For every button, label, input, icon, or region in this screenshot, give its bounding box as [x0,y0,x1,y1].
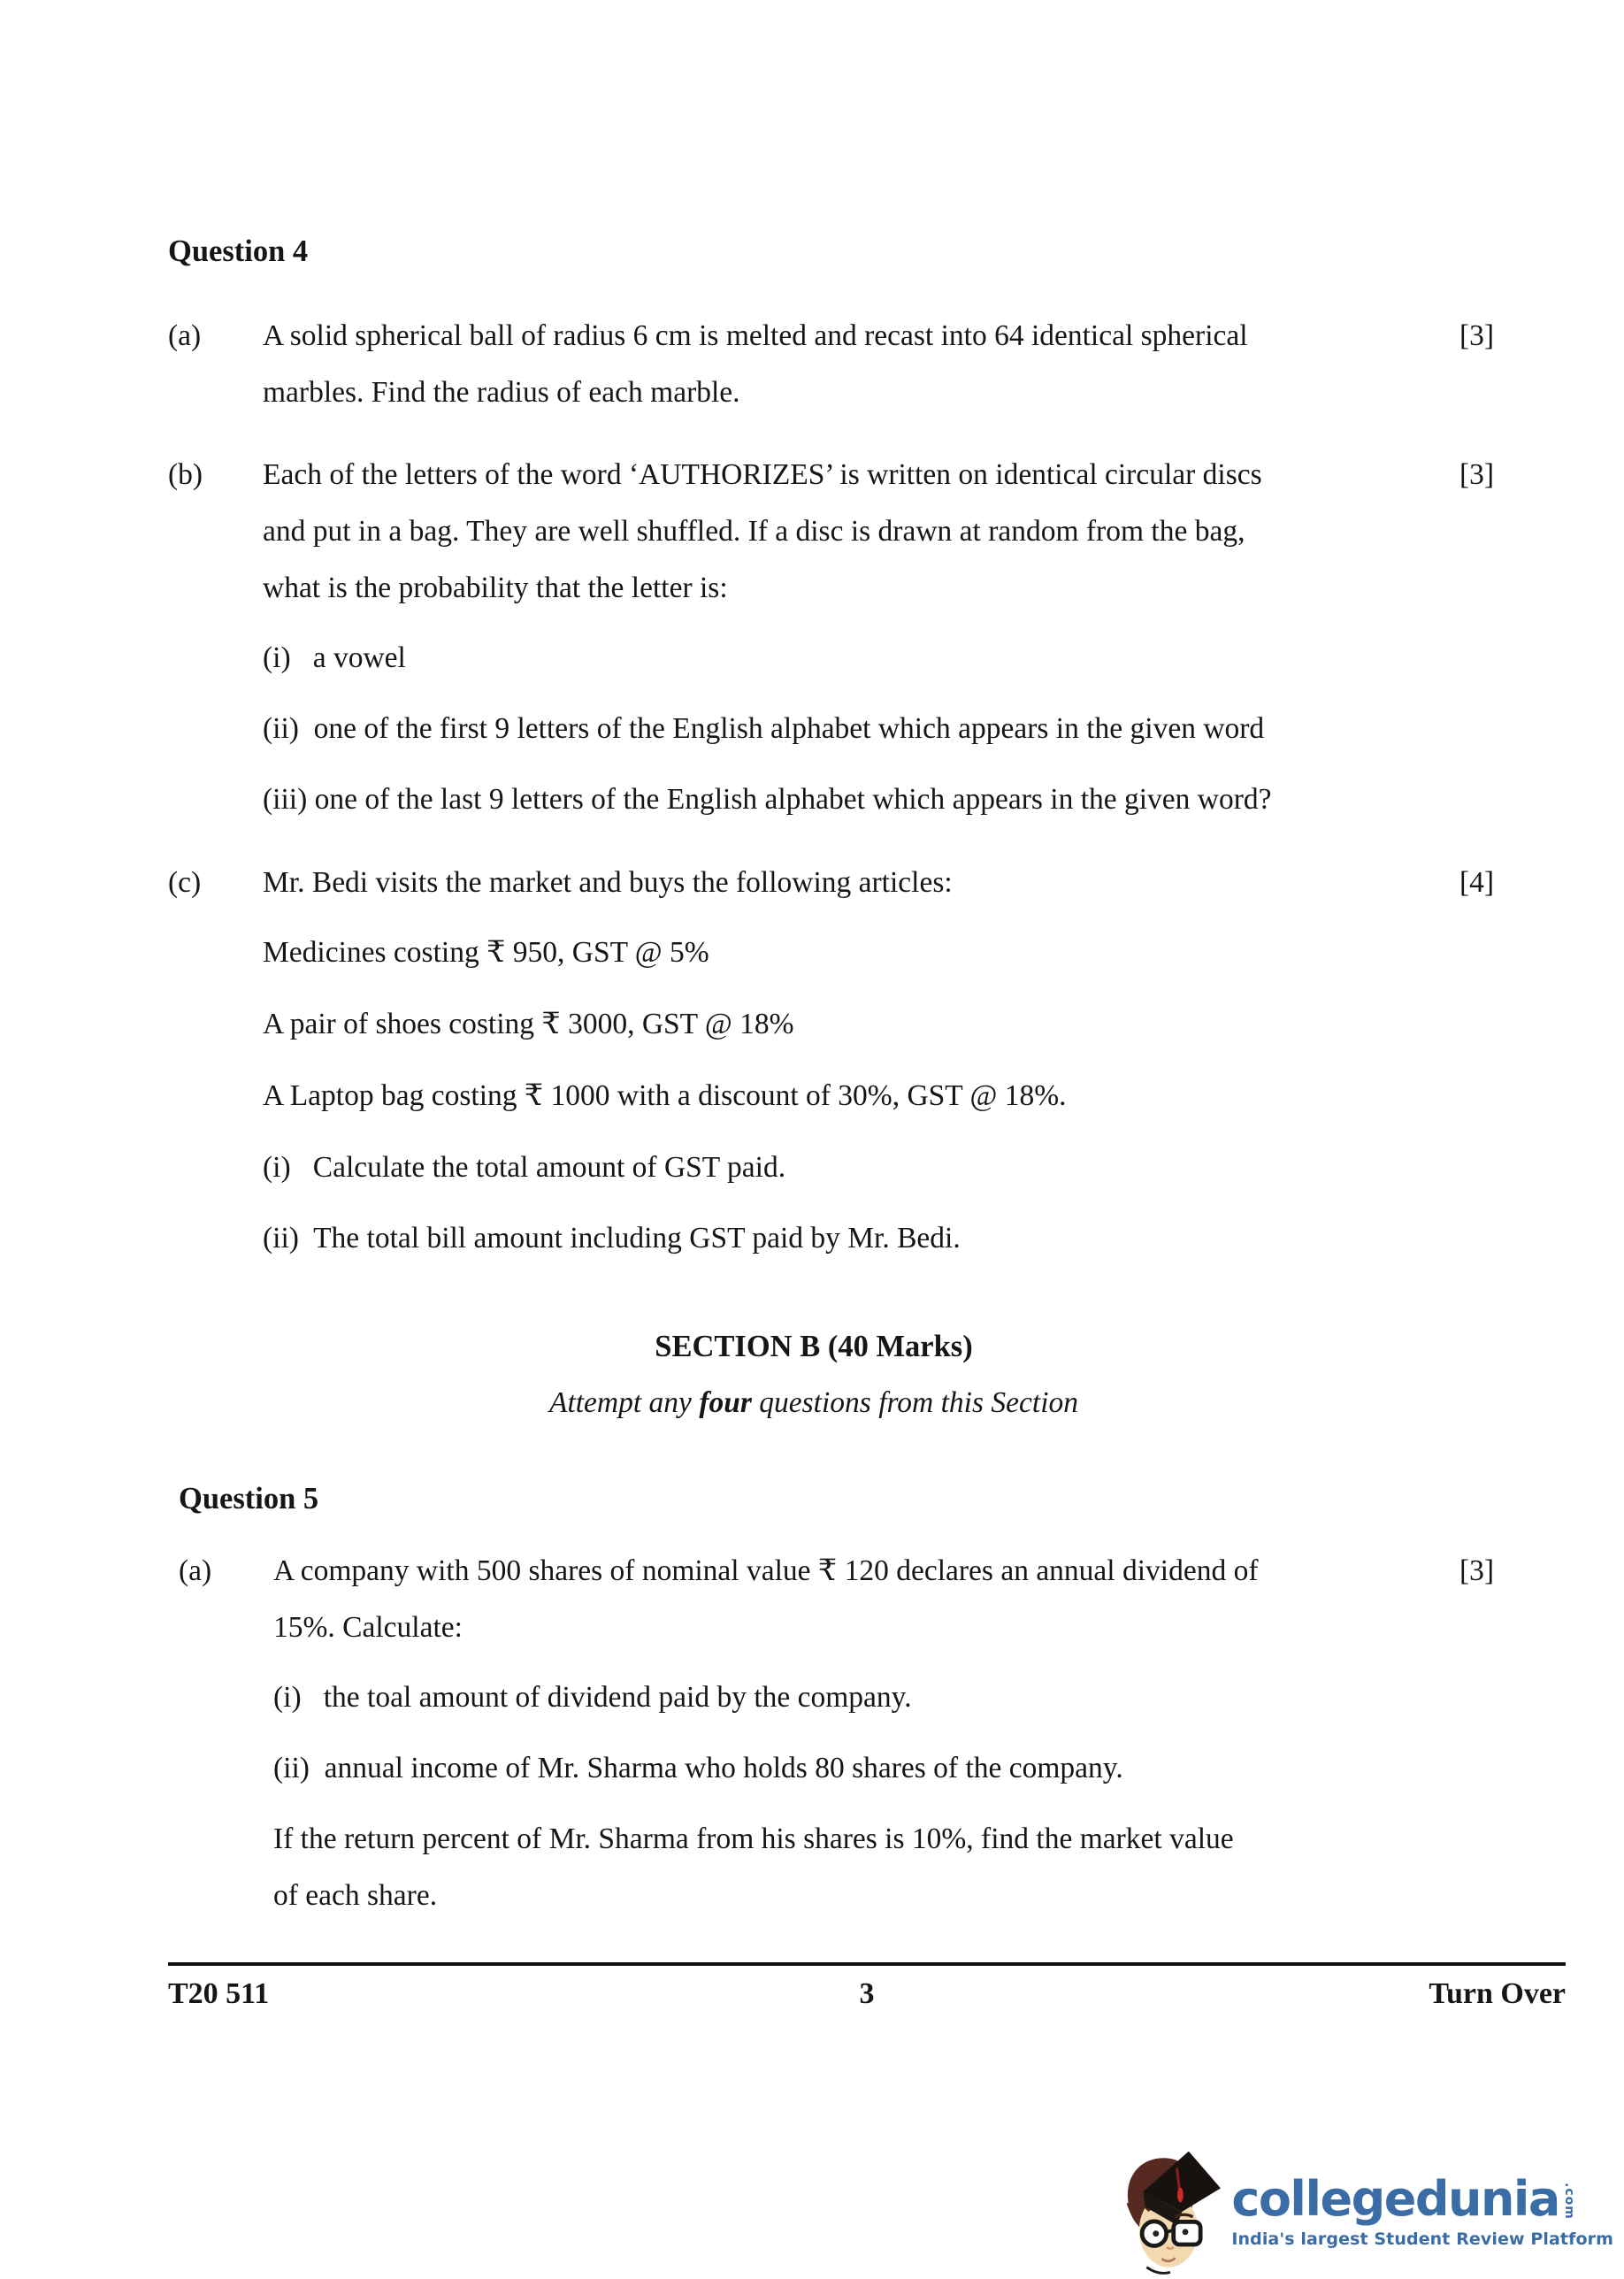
question4-part-b [168,447,1566,842]
logo-tagline: India's largest Student Review Platform [1231,2229,1613,2249]
part-label: (b) [168,458,203,491]
paragraph [263,308,1459,421]
paragraph [273,1543,1459,1656]
section-b-note [168,1375,1459,1431]
question5-part-a [179,1543,1566,1938]
article-line: A pair of shoes costing ₹ 3000, GST @ 18% [263,1008,794,1040]
note-bold-word: four [699,1386,752,1419]
paper-code: T20 511 [168,1977,270,2010]
marks-badge: [3] [1459,458,1495,491]
sub-item: (i) a vowel [263,641,406,674]
marks-badge: [4] [1459,866,1495,899]
text-line: A company with 500 shares of nominal value ₹ 120 declares an annual dividend of [273,1554,1259,1587]
logo-brand-text: collegedunia [1231,2170,1559,2227]
note-prefix: Attempt any [548,1386,700,1419]
text-line: and put in a bag. They are well shuffled. If a disc is drawn at random from the bag, [263,515,1245,548]
text-line: marbles. Find the radius of each marble. [263,376,740,409]
text-line: what is the probability that the letter is: [263,572,728,604]
section-b-heading: SECTION B (40 Marks) [655,1330,973,1363]
part-body [263,447,1459,842]
question5-title: Question 5 [179,1482,319,1515]
collegedunia-logo [1113,2145,1613,2279]
article-line: Medicines costing ₹ 950, GST @ 5% [263,936,709,969]
marks-badge: [3] [1459,1554,1495,1587]
article-line: A Laptop bag costing ₹ 1000 with a discount of 30%, GST @ 18%. [263,1079,1067,1112]
sub-item: (iii) one of the last 9 letters of the English alphabet which appears in the given word? [263,783,1272,816]
text-line: Each of the letters of the word ‘AUTHORIZES’ is written on identical circular discs [263,458,1262,491]
logo-text-block [1231,2170,1613,2249]
sub-item: (ii) annual income of Mr. Sharma who holds 80 shares of the company. [273,1752,1123,1784]
sub-item: (ii) one of the first 9 letters of the English alphabet which appears in the given word [263,712,1265,745]
marks-badge: [3] [1459,319,1495,352]
page-footer [168,1962,1566,2012]
question4-title: Question 4 [168,234,309,268]
paragraph [263,447,1459,617]
question4-part-a [168,308,1566,434]
logo-tld-text: .com [1561,2182,1576,2220]
text-line: A solid spherical ball of radius 6 cm is melted and recast into 64 identical spherical [263,319,1248,352]
section-b-block [168,1318,1459,1431]
logo-brand-row [1231,2170,1613,2227]
note-suffix: questions from this Section [751,1386,1078,1419]
paragraph [263,855,1459,911]
question5-block [179,1470,1566,1938]
part-label: (a) [179,1554,212,1587]
text-line: 15%. Calculate: [273,1611,463,1644]
part-body [263,308,1459,434]
page-number: 3 [859,1977,875,2010]
text-line: Mr. Bedi visits the market and buys the following articles: [263,866,953,899]
text-line: of each share. [273,1879,438,1912]
part-body [263,855,1459,1281]
part-body [273,1543,1459,1938]
sub-item: (i) the toal amount of dividend paid by the company. [273,1681,912,1714]
turn-over-label: Turn Over [1429,1977,1566,2010]
part-label: (c) [168,866,202,899]
sub-item: (ii) The total bill amount including GST paid by Mr. Bedi. [263,1222,961,1255]
paragraph [273,1811,1459,1924]
graduate-boy-icon [1113,2145,1226,2279]
sub-item: (i) Calculate the total amount of GST paid. [263,1151,786,1184]
question4-part-c [168,855,1566,1281]
text-line: If the return percent of Mr. Sharma from his shares is 10%, find the market value [273,1822,1234,1855]
part-label: (a) [168,319,202,352]
